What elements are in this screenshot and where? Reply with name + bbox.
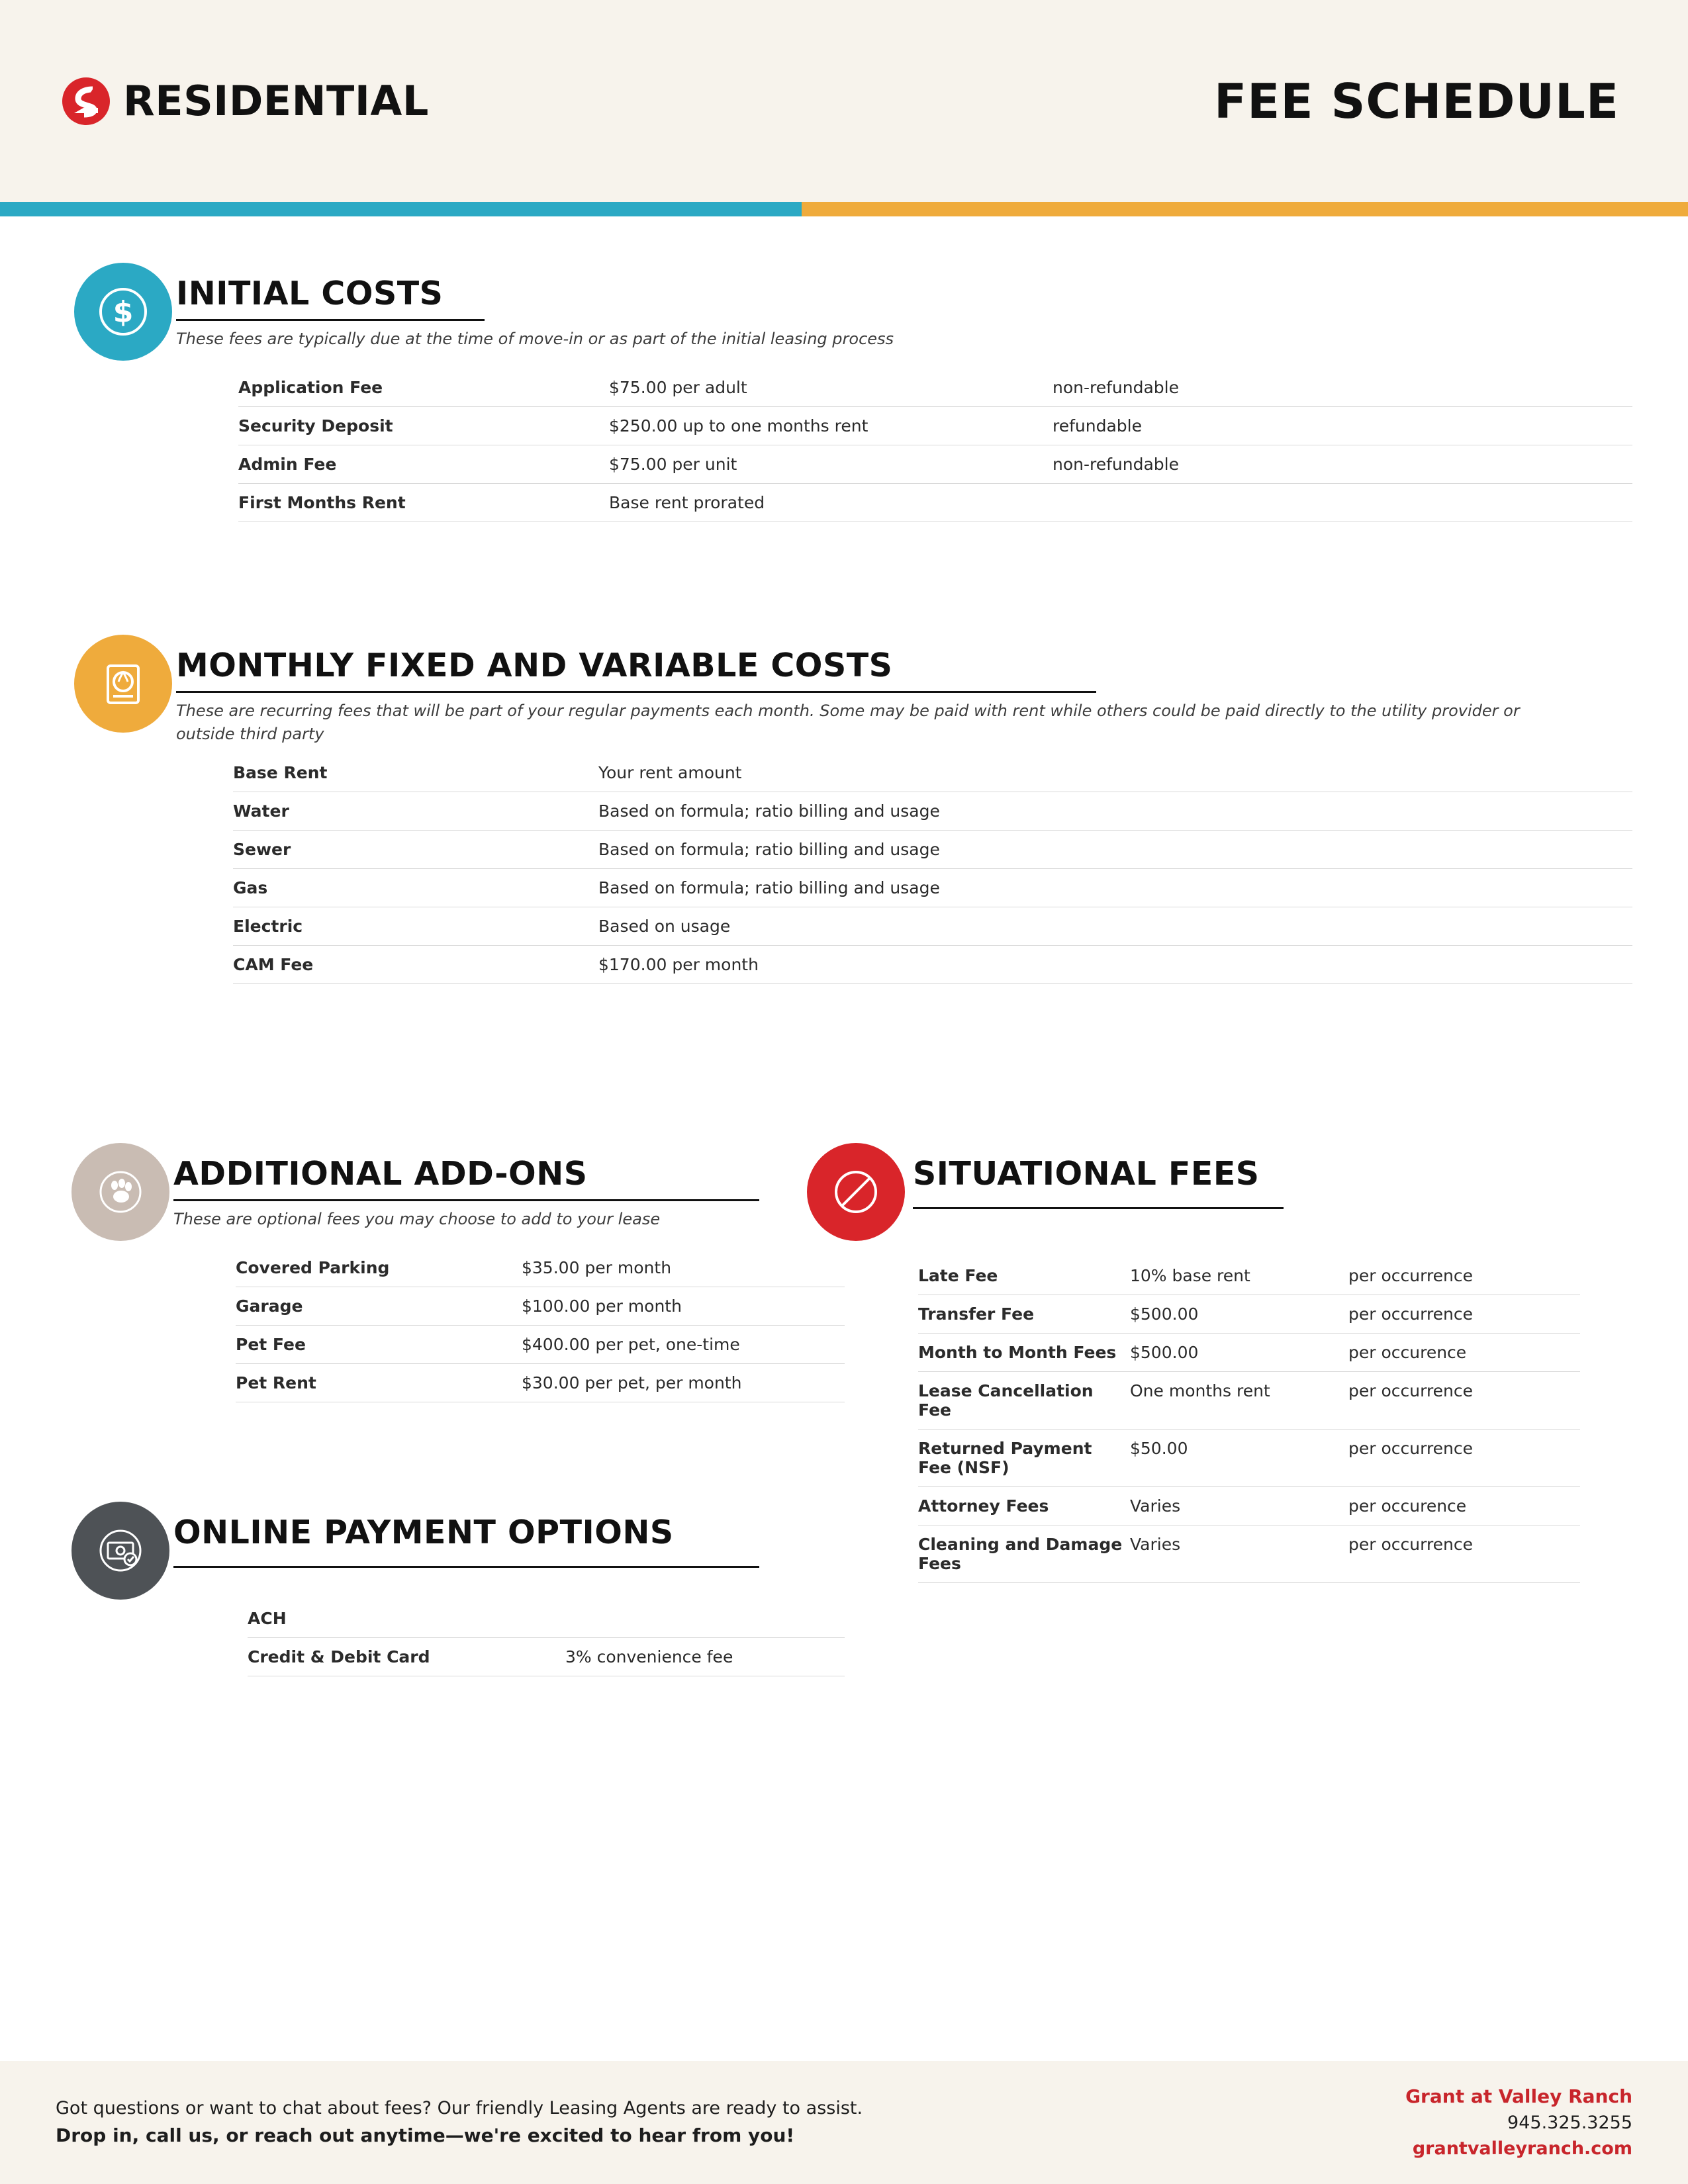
fee-amount: $400.00 per pet, one-time — [522, 1325, 845, 1363]
fee-amount: $75.00 per unit — [609, 445, 1053, 484]
brand-name: RESIDENTIAL — [123, 77, 429, 125]
fee-label: Late Fee — [918, 1257, 1130, 1295]
fee-label: Admin Fee — [238, 445, 609, 484]
fee-amount: 3% convenience fee — [565, 1637, 845, 1676]
fee-label: Gas — [233, 868, 598, 907]
fee-amount: $170.00 per month — [598, 945, 1632, 983]
table-row — [238, 484, 1632, 522]
fee-amount: Varies — [1130, 1525, 1348, 1582]
page-footer — [0, 2061, 1688, 2184]
table-row — [918, 1295, 1580, 1333]
header-rule — [0, 202, 1688, 216]
fee-terms: per occurrence — [1348, 1295, 1580, 1333]
fee-amount: Based on formula; ratio billing and usage — [598, 830, 1632, 868]
fee-label: Lease Cancellation Fee — [918, 1371, 1130, 1429]
fee-terms: per occurrence — [1348, 1525, 1580, 1582]
fee-terms: refundable — [1053, 407, 1632, 445]
table-row — [918, 1371, 1580, 1429]
footer-line-1: Got questions or want to chat about fees? Our friendly Leasing Agents are ready to assist. — [56, 2097, 863, 2118]
fee-amount: $500.00 — [1130, 1333, 1348, 1371]
fee-amount: $30.00 per pet, per month — [522, 1363, 845, 1402]
section-title: SITUATIONAL FEES — [913, 1154, 1260, 1193]
fee-terms: per occurence — [1348, 1486, 1580, 1525]
table-row — [236, 1249, 845, 1287]
section-title: ADDITIONAL ADD-ONS — [173, 1154, 588, 1193]
header-rule-teal — [0, 202, 802, 216]
section-underline — [173, 1566, 759, 1568]
lower-columns — [56, 1143, 1632, 1676]
header-rule-gold — [802, 202, 1688, 216]
section-situational-fees — [807, 1143, 1631, 1583]
table-row — [236, 1363, 845, 1402]
fee-label: Security Deposit — [238, 407, 609, 445]
table-row — [233, 830, 1632, 868]
table-row — [918, 1257, 1580, 1295]
property-name: Grant at Valley Ranch — [1405, 2085, 1632, 2107]
footer-contact — [1405, 2083, 1632, 2162]
section-initial-costs — [56, 263, 1632, 522]
fee-amount: 10% base rent — [1130, 1257, 1348, 1295]
section-note: These fees are typically due at the time of move-in or as part of the initial leasing process — [176, 330, 894, 348]
fee-terms: non-refundable — [1053, 369, 1632, 407]
fee-label: Credit & Debit Card — [248, 1637, 565, 1676]
fee-terms — [1053, 484, 1632, 522]
table-row — [233, 945, 1632, 983]
fee-amount: Based on formula; ratio billing and usage — [598, 792, 1632, 830]
fee-label: ACH — [248, 1600, 565, 1638]
section-title: ONLINE PAYMENT OPTIONS — [173, 1513, 674, 1551]
fee-label: CAM Fee — [233, 945, 598, 983]
table-row — [238, 369, 1632, 407]
table-row — [918, 1429, 1580, 1486]
fee-amount: $50.00 — [1130, 1429, 1348, 1486]
payment-options-table — [248, 1600, 845, 1676]
right-column — [807, 1143, 1631, 1676]
monthly-costs-table — [233, 754, 1632, 984]
left-column — [56, 1143, 807, 1676]
table-row — [918, 1486, 1580, 1525]
fee-amount: One months rent — [1130, 1371, 1348, 1429]
section-underline — [176, 319, 485, 321]
fee-terms: per occurrence — [1348, 1429, 1580, 1486]
fee-terms: non-refundable — [1053, 445, 1632, 484]
page-title: FEE SCHEDULE — [1213, 73, 1619, 129]
section-note: These are optional fees you may choose to add to your lease — [173, 1209, 661, 1228]
page-header — [0, 0, 1688, 202]
brand-lockup — [61, 76, 429, 126]
section-underline — [913, 1207, 1284, 1209]
table-row — [238, 407, 1632, 445]
table-row — [918, 1333, 1580, 1371]
fee-label: Garage — [236, 1287, 522, 1325]
website-link[interactable]: grantvalleyranch.com — [1412, 2138, 1632, 2160]
fee-terms: per occurrence — [1348, 1371, 1580, 1429]
phone-number[interactable]: 945.325.3255 — [1507, 2113, 1632, 2134]
table-row — [248, 1600, 845, 1638]
table-row — [233, 754, 1632, 792]
fee-label: Cleaning and Damage Fees — [918, 1525, 1130, 1582]
fee-terms: per occurence — [1348, 1333, 1580, 1371]
table-row — [236, 1287, 845, 1325]
fee-label: Sewer — [233, 830, 598, 868]
fee-label: Application Fee — [238, 369, 609, 407]
table-row — [918, 1525, 1580, 1582]
page-body — [0, 263, 1688, 1676]
table-row — [238, 445, 1632, 484]
add-ons-table — [236, 1249, 845, 1402]
footer-message — [56, 2095, 863, 2150]
table-row — [233, 907, 1632, 945]
fee-label: Attorney Fees — [918, 1486, 1130, 1525]
prohibited-icon — [807, 1143, 905, 1241]
fee-amount: Varies — [1130, 1486, 1348, 1525]
svg-text:$: $ — [113, 295, 134, 329]
table-row — [236, 1325, 845, 1363]
footer-line-2: Drop in, call us, or reach out anytime—we're excited to hear from you! — [56, 2124, 795, 2147]
fee-label: Base Rent — [233, 754, 598, 792]
fee-amount: Based on formula; ratio billing and usage — [598, 868, 1632, 907]
fee-amount: $35.00 per month — [522, 1249, 845, 1287]
fee-label: Transfer Fee — [918, 1295, 1130, 1333]
section-note: These are recurring fees that will be part of your regular payments each month. Some may be paid with rent while others could be paid directly to the utility provider or outside third party — [176, 702, 1520, 743]
fee-amount: Base rent prorated — [609, 484, 1053, 522]
fee-amount: Your rent amount — [598, 754, 1632, 792]
fee-label: Covered Parking — [236, 1249, 522, 1287]
fee-label: Pet Rent — [236, 1363, 522, 1402]
fee-label: Returned Payment Fee (NSF) — [918, 1429, 1130, 1486]
fee-amount: $500.00 — [1130, 1295, 1348, 1333]
situational-fees-table — [918, 1257, 1580, 1583]
fee-label: Pet Fee — [236, 1325, 522, 1363]
fee-label: First Months Rent — [238, 484, 609, 522]
section-payment-options — [56, 1502, 807, 1676]
fee-terms: per occurrence — [1348, 1257, 1580, 1295]
section-monthly-costs — [56, 635, 1632, 984]
table-row — [248, 1637, 845, 1676]
table-row — [233, 868, 1632, 907]
fee-label: Month to Month Fees — [918, 1333, 1130, 1371]
fee-amount: Based on usage — [598, 907, 1632, 945]
fee-amount — [565, 1600, 845, 1638]
fee-amount: $75.00 per adult — [609, 369, 1053, 407]
fee-amount: $250.00 up to one months rent — [609, 407, 1053, 445]
section-title: INITIAL COSTS — [176, 275, 444, 312]
section-add-ons — [56, 1143, 807, 1402]
section-underline — [176, 691, 1096, 693]
initial-costs-table — [238, 369, 1632, 522]
section-underline — [173, 1199, 759, 1201]
section-title: MONTHLY FIXED AND VARIABLE COSTS — [176, 647, 893, 684]
fee-label: Electric — [233, 907, 598, 945]
table-row — [233, 792, 1632, 830]
s2-monogram-icon — [61, 76, 111, 126]
fee-label: Water — [233, 792, 598, 830]
fee-amount: $100.00 per month — [522, 1287, 845, 1325]
